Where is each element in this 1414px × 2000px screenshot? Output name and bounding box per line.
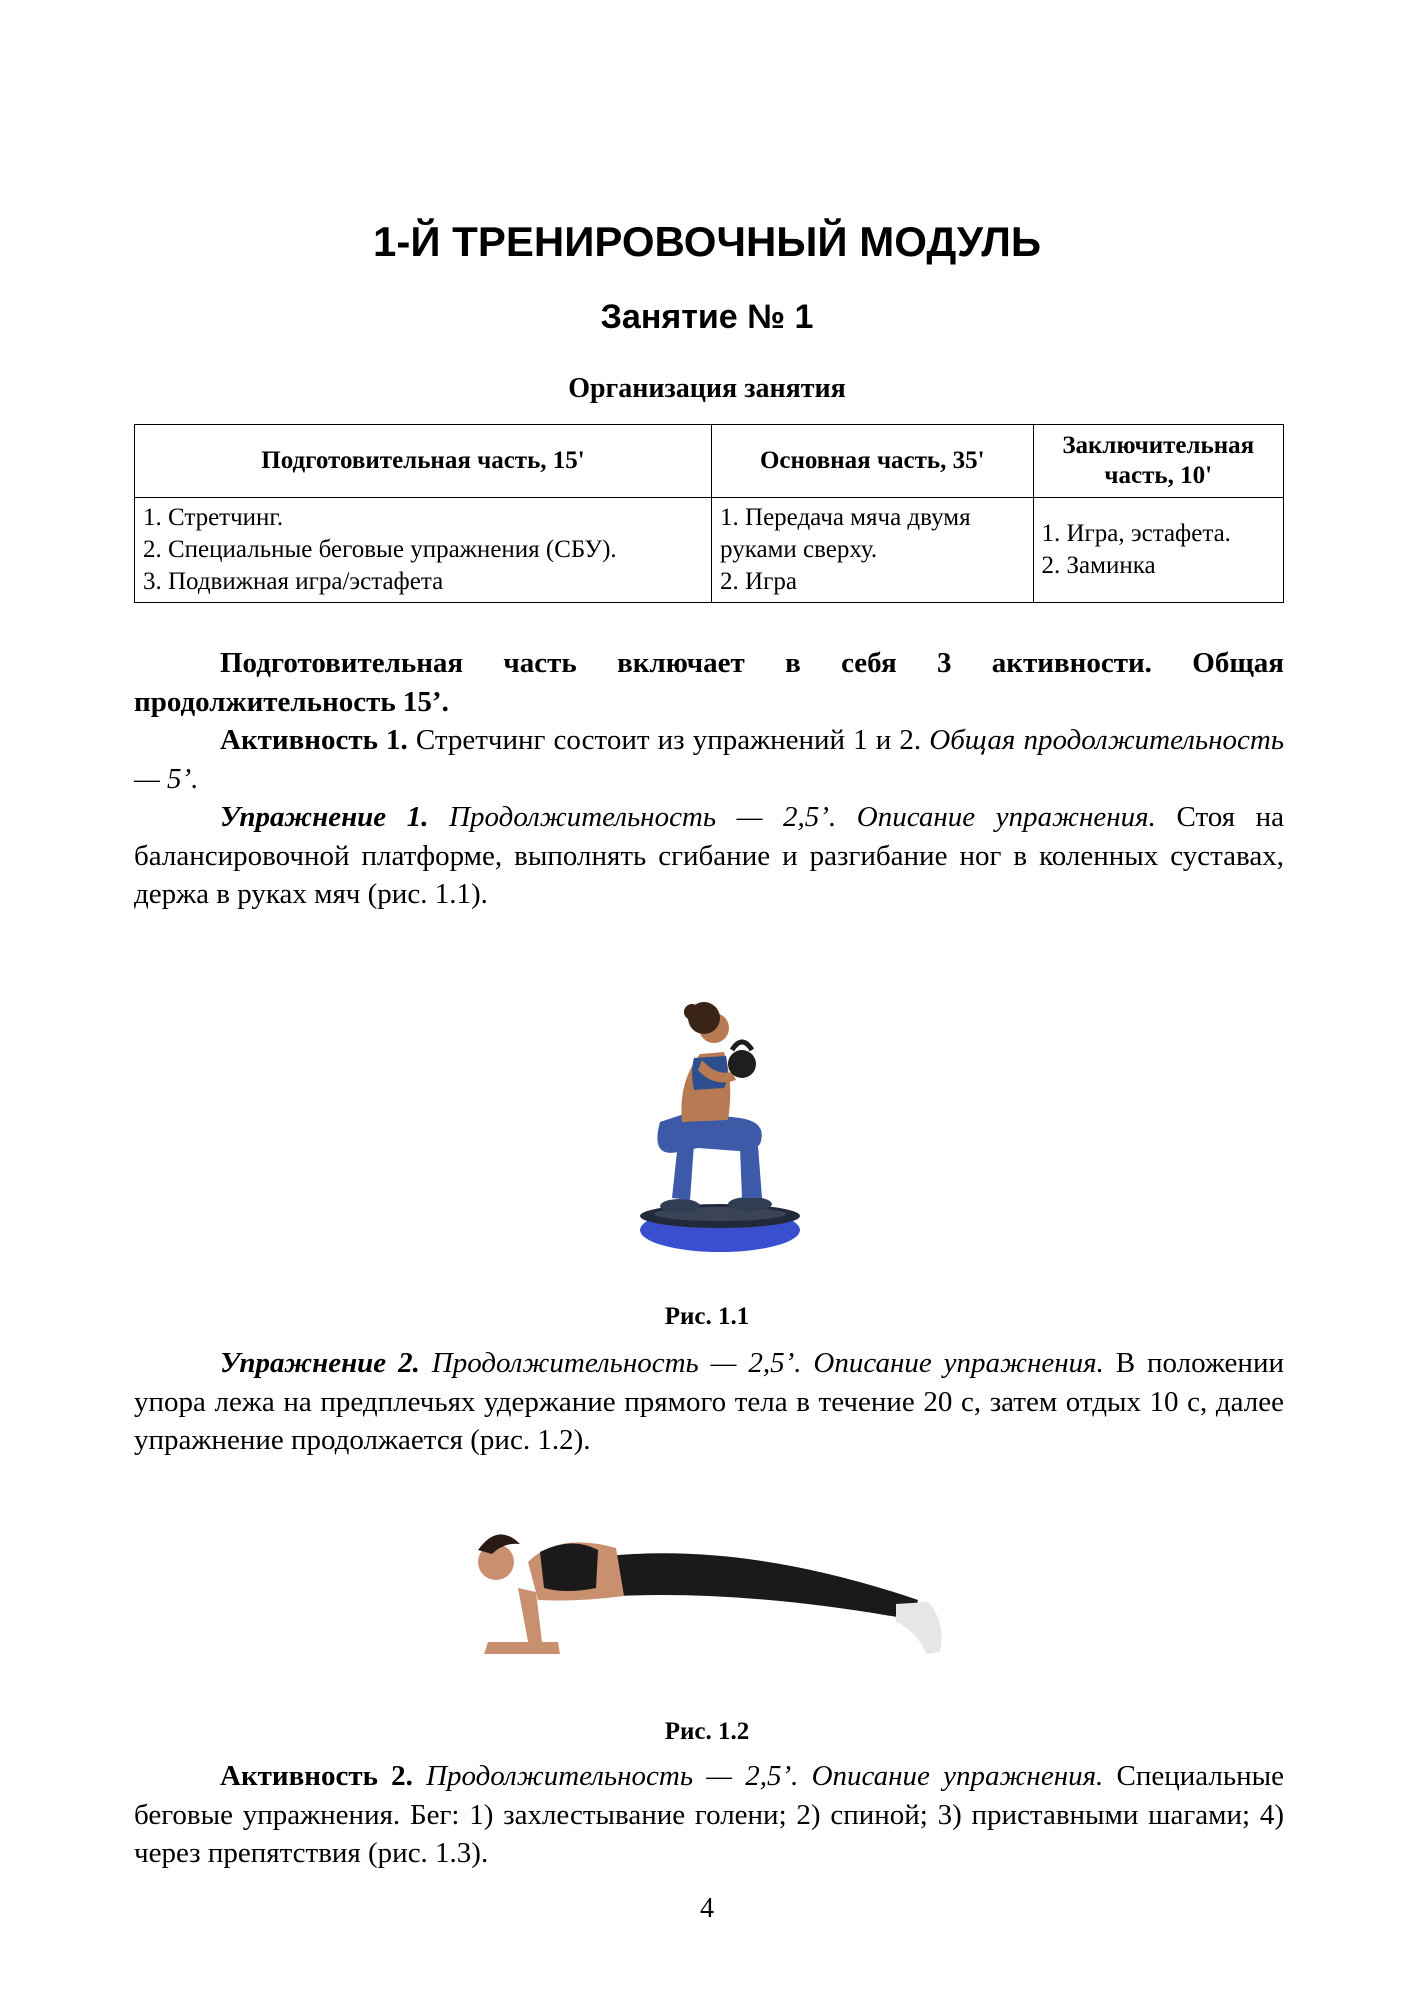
text-block-1: [134, 644, 1284, 914]
cell-item: 3. Подвижная игра/эстафета: [143, 568, 444, 595]
paragraph-exercise-1: [134, 798, 1284, 914]
module-title: 1-Й ТРЕНИРОВОЧНЫЙ МОДУЛЬ: [372, 218, 1042, 265]
forearm-plank-illustration: [448, 1492, 968, 1682]
figure-1-caption: Рис. 1.1: [664, 1303, 750, 1330]
exercise-2-duration: Продолжительность — 2,5’. Описание упражнения.: [419, 1347, 1104, 1379]
header-final: Заключительная часть, 10': [1033, 425, 1284, 498]
cell-item: 2. Специальные беговые упражнения (СБУ).: [143, 536, 617, 563]
activity-2-lead: Активность 2.: [220, 1760, 413, 1792]
organization-table: [134, 424, 1284, 603]
table-header-row: [135, 425, 1284, 498]
activity-1-duration: Общая продолжительность — 5’.: [134, 724, 1285, 795]
squat-on-balance-platform-illustration: [620, 972, 820, 1272]
activity-1-lead: Активность 1.: [220, 724, 408, 756]
cell-item: 1. Стретчинг.: [143, 504, 284, 531]
exercise-1-lead: Упражнение 1.: [220, 801, 429, 833]
paragraph-activity-2: [134, 1757, 1284, 1873]
text-block-3: [134, 1757, 1284, 1873]
paragraph-intro: Подготовительная часть включает в себя 3 активности. Общая продолжительность 15’.: [134, 647, 1284, 718]
activity-2-text: Специальные беговые упражнения. Бег: 1) захлестывание голени; 2) спиной; 3) приставными шагами; 4) через препятствия (рис. 1.3).: [134, 1760, 1284, 1869]
lesson-title: Занятие № 1: [600, 298, 814, 336]
activity-1-text: Стретчинг состоит из упражнений 1 и 2.: [407, 724, 930, 756]
paragraph-activity-1: [134, 721, 1284, 798]
cell-preparatory: [135, 498, 712, 603]
header-main: Основная часть, 35': [712, 425, 1033, 498]
exercise-1-text: Стоя на балансировочной платформе, выполнять сгибание и разгибание ног в коленных суставах, держа в руках мяч (рис. 1.1).: [134, 801, 1285, 910]
table-row: [135, 498, 1284, 603]
cell-item: 1. Передача мяча двумя руками сверху.: [720, 504, 971, 563]
cell-item: 2. Заминка: [1041, 552, 1156, 579]
exercise-2-text: В положении упора лежа на предплечьях удержание прямого тела в течение 20 с, затем отдых 10 с, далее упражнение продолжается (рис. 1.2).: [134, 1347, 1284, 1456]
table-title: Организация занятия: [568, 373, 846, 404]
cell-item: 1. Игра, эстафета.: [1041, 520, 1231, 547]
cell-item: 2. Игра: [720, 568, 797, 595]
paragraph-exercise-2: [134, 1344, 1284, 1460]
activity-2-duration: Продолжительность — 2,5’. Описание упражнения.: [412, 1760, 1104, 1792]
header-preparatory: Подготовительная часть, 15': [135, 425, 712, 498]
text-block-2: [134, 1344, 1284, 1460]
exercise-1-duration: Продолжительность — 2,5’. Описание упражнения.: [428, 801, 1156, 833]
cell-final: [1033, 498, 1284, 603]
page-number: 4: [700, 1893, 714, 1924]
figure-2-caption: Рис. 1.2: [664, 1718, 750, 1745]
cell-main: [712, 498, 1033, 603]
exercise-2-lead: Упражнение 2.: [220, 1347, 420, 1379]
